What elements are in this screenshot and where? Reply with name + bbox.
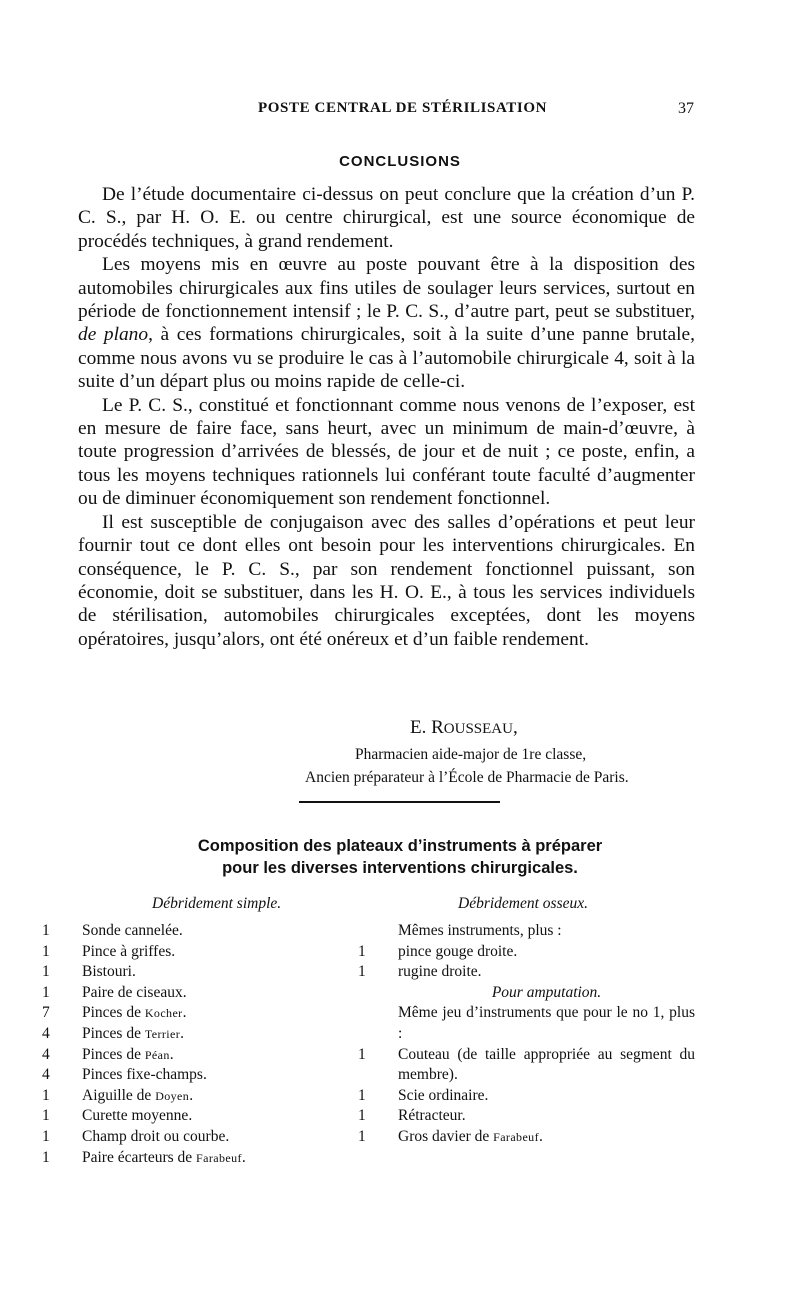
signature-initial: E. R	[410, 717, 444, 738]
instrument-item	[42, 1065, 322, 1086]
section-divider	[299, 801, 500, 803]
instrument-item	[42, 962, 322, 983]
instrument-name: Scie ordinaire.	[398, 1086, 489, 1104]
instrument-quantity: 1	[42, 1086, 50, 1104]
instrument-name: Pince à griffes.	[82, 942, 176, 960]
signature-name	[410, 717, 800, 739]
right-items-b	[358, 1045, 695, 1148]
instrument-name: Pinces fixe-champs.	[82, 1066, 207, 1084]
paragraph-2-latin-phrase: de plano	[78, 324, 149, 346]
instrument-item	[42, 983, 322, 1004]
signature-title: Pharmacien aide-major de 1re classe,	[355, 746, 587, 763]
instrument-end: .	[169, 1045, 174, 1063]
instrument-name: Gros davier de	[398, 1127, 494, 1145]
instrument-name: Couteau (de taille appropriée au segment du membre).	[398, 1045, 695, 1084]
instrument-name: Champ droit ou courbe.	[82, 1127, 230, 1145]
instrument-end: .	[538, 1127, 543, 1145]
instrument-item	[42, 1024, 322, 1045]
right-intro-2: Même jeu d’instruments que pour le no 1, plus :	[398, 1004, 695, 1042]
right-items-a	[358, 942, 695, 983]
instrument-item	[42, 1127, 322, 1148]
instrument-name: Aiguille de	[82, 1086, 156, 1104]
paragraph-2-part-a: Les moyens mis en œuvre au poste pouvant être à la disposition des automobiles chirurgicales aux fins utiles de soulager leurs services, surtout en période de fonctionnement intensif ; le P. C. S., d’autre part, peut se substituer,	[78, 254, 695, 323]
instrument-name: Rétracteur.	[398, 1107, 466, 1125]
paragraph-3: Le P. C. S., constitué et fonctionnant comme nous venons de l’exposer, est en mesure de faire face, sans heurt, avec un minimum de main-d’œuvre, à toute progression d’arrivées de blessés, de jour et de nuit ; ce poste, enfin, a tous les moyens techniques rationnels lui conférant toute faculté d’augmenter ou de diminuer économiquement son rendement fonctionnel.	[78, 394, 695, 510]
instrument-end: .	[182, 1004, 187, 1022]
instrument-eponym: Doyen	[155, 1088, 190, 1103]
table-title-line-1: Composition des plateaux d’instruments à préparer	[197, 837, 603, 855]
instrument-item	[42, 1003, 322, 1024]
instrument-quantity: 1	[42, 942, 50, 960]
instrument-quantity: 1	[358, 942, 366, 960]
instrument-name: Pinces de	[82, 1024, 145, 1042]
instrument-quantity: 1	[42, 983, 50, 1001]
instrument-item	[42, 942, 322, 963]
instrument-quantity: 1	[358, 1045, 366, 1063]
instrument-item	[42, 1106, 322, 1127]
amputation-subheading: Pour amputation.	[491, 983, 602, 1001]
instrument-item	[42, 1045, 322, 1066]
simple-debridement-list	[42, 921, 322, 1168]
instrument-quantity: 1	[42, 963, 50, 981]
bone-debridement-list	[358, 921, 695, 1148]
instrument-end: .	[189, 1086, 194, 1104]
instrument-quantity: 1	[42, 1107, 50, 1125]
instrument-quantity: 1	[42, 1127, 50, 1145]
paragraph-4: Il est susceptible de conjugaison avec des salles d’opérations et peut leur fournir tout ce dont elles ont besoin pour les interventions chirurgicales. En conséquence, le P. C. S., par son rendement fonctionnel puissant, son économie, doit se substituer, dans les H. O. E., à tous les services individuels de stérilisation, automobiles chirurgicales exceptées, dont les moyens opératoires, jusqu’alors, ont été onéreux et d’un faible rendement.	[78, 511, 695, 650]
section-title: CONCLUSIONS	[339, 153, 461, 170]
instrument-quantity: 1	[42, 922, 50, 939]
signature-surname: OUSSEAU	[443, 721, 513, 737]
instrument-name: Paire de ciseaux.	[82, 983, 187, 1001]
instrument-quantity: 7	[42, 1004, 50, 1022]
instrument-item	[42, 921, 322, 942]
instrument-item	[358, 1106, 695, 1127]
instrument-eponym: Péan	[144, 1047, 170, 1062]
instrument-quantity: 1	[358, 1127, 366, 1145]
paragraph-2	[78, 253, 695, 393]
left-column-heading: Débridement simple.	[152, 895, 282, 912]
instrument-name: Curette moyenne.	[82, 1107, 193, 1125]
conclusion-body	[78, 183, 695, 651]
instrument-name: Pinces de	[82, 1045, 145, 1063]
instrument-eponym: Farabeuf	[493, 1129, 539, 1144]
running-title: POSTE CENTRAL DE STÉRILISATION	[258, 100, 548, 116]
signature-comma: ,	[512, 717, 518, 738]
instrument-name: Pinces de	[82, 1004, 145, 1022]
instrument-eponym: Kocher	[144, 1006, 183, 1021]
paragraph-1: De l’étude documentaire ci-dessus on peut conclure que la création d’un P. C. S., par H. O. E. ou centre chirurgical, est une source économique de procédés techniques, à grand rendement.	[78, 184, 695, 252]
instrument-item	[358, 1045, 695, 1086]
instrument-end: .	[241, 1148, 246, 1166]
instrument-item	[42, 1148, 322, 1169]
instrument-name: rugine droite.	[398, 963, 482, 981]
instrument-quantity: 4	[42, 1024, 50, 1042]
instrument-quantity: 1	[358, 1107, 366, 1125]
instrument-eponym: Terrier	[144, 1026, 181, 1041]
instrument-quantity: 4	[42, 1066, 50, 1084]
instrument-quantity: 4	[42, 1045, 50, 1063]
instrument-quantity: 1	[358, 963, 366, 981]
instrument-name: Paire écarteurs de	[82, 1148, 197, 1166]
running-head	[0, 100, 800, 122]
instrument-item	[358, 1127, 695, 1148]
instrument-item	[42, 1086, 322, 1107]
instrument-name: pince gouge droite.	[398, 942, 518, 960]
page-number: 37	[678, 100, 694, 117]
signature-affiliation: Ancien préparateur à l’École de Pharmacie de Paris.	[305, 769, 629, 786]
paragraph-2-part-b: , à ces formations chirurgicales, soit à la suite d’une panne brutale, comme nous avons vu se produire le cas à l’automobile chirurgicale 4, soit à la suite d’un départ plus ou moins rapide de celle-ci.	[78, 324, 695, 393]
instrument-name: Sonde cannelée.	[82, 922, 183, 939]
instrument-name: Bistouri.	[82, 963, 136, 981]
instrument-quantity: 1	[358, 1086, 366, 1104]
instrument-end: .	[180, 1024, 185, 1042]
right-group-a	[358, 942, 695, 983]
instrument-item	[358, 1086, 695, 1107]
instrument-item	[358, 942, 695, 963]
instrument-eponym: Farabeuf	[196, 1150, 242, 1165]
table-title-line-2: pour les diverses interventions chirurgicales.	[222, 859, 578, 877]
right-intro: Mêmes instruments, plus :	[398, 922, 562, 939]
instrument-item	[358, 962, 695, 983]
instrument-table-title	[0, 835, 800, 879]
instrument-quantity: 1	[42, 1148, 50, 1166]
right-group-b	[358, 1045, 695, 1148]
right-column-heading: Débridement osseux.	[458, 895, 588, 912]
